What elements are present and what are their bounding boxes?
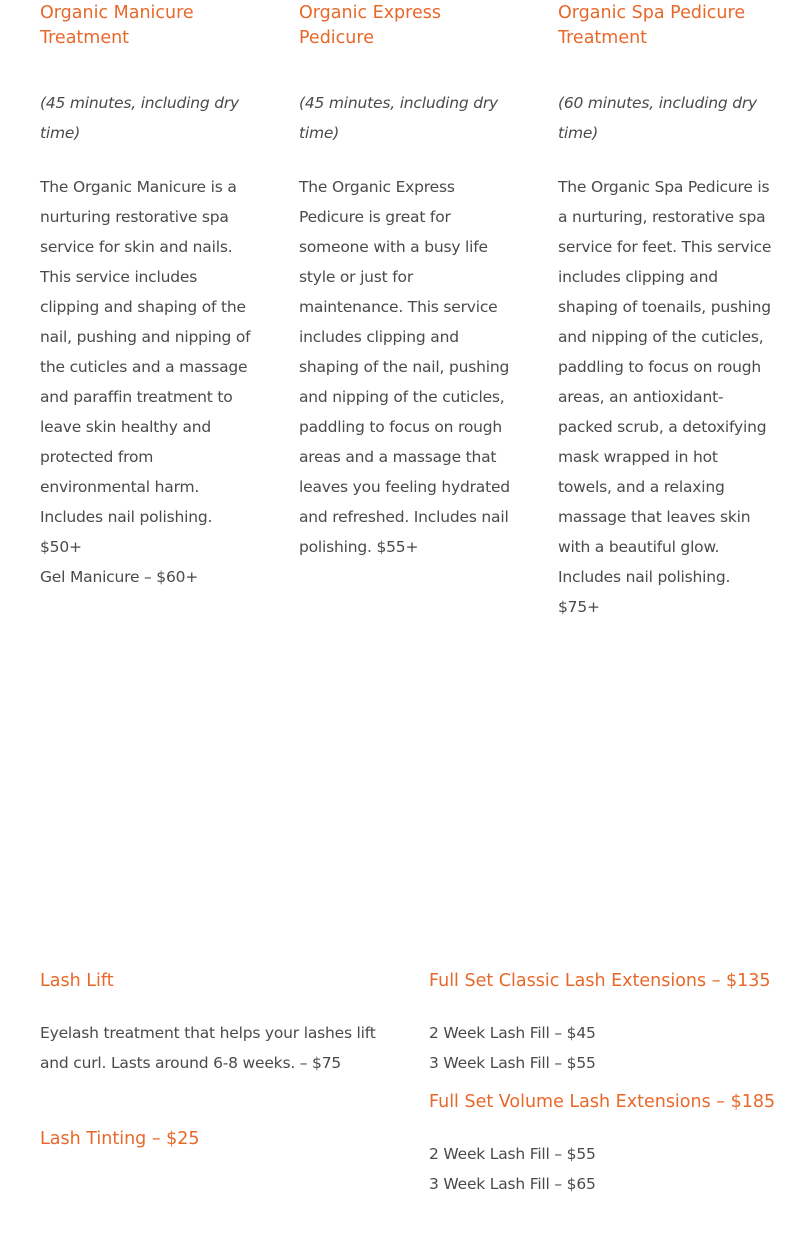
lash-lift-section <box>40 966 390 1154</box>
service-description <box>40 172 255 592</box>
service-description <box>558 172 773 622</box>
service-description <box>299 172 514 562</box>
volume-fill-list <box>429 1139 789 1199</box>
lash-lift-title: Lash Lift <box>40 971 114 991</box>
service-title: Organic Manicure Treatment <box>40 3 194 48</box>
list-item: 2 Week Lash Fill – $55 <box>429 1145 596 1163</box>
service-express-pedicure <box>299 0 514 562</box>
service-description-text: The Organic Express Pedicure is great for someone with a busy life style or just for maintenance. This service includes clipping and shaping of the nail, pushing and nipping of the cuticles, paddling to focus on rough areas and a massage that leaves you feeling hydrated and refreshed. Includes nail polishing. $55+ <box>299 178 510 556</box>
service-title: Organic Express Pedicure <box>299 3 441 48</box>
list-item: 3 Week Lash Fill – $65 <box>429 1175 596 1193</box>
service-duration: (60 minutes, including dry time) <box>558 94 757 142</box>
lash-extensions-section <box>429 966 789 1199</box>
service-description-text: The Organic Manicure is a nurturing restorative spa service for skin and nails. This service includes clipping and shaping of the nail, pushing and nipping of the cuticles and a massage and paraffin treatment to leave skin healthy and protected from environmental harm. Includes nail polishing. $50+ <box>40 178 251 556</box>
lash-tinting-title: Lash Tinting – $25 <box>40 1129 200 1149</box>
classic-lash-title: Full Set Classic Lash Extensions – $135 <box>429 971 771 991</box>
lash-lift-description: Eyelash treatment that helps your lashes lift and curl. Lasts around 6-8 weeks. – $75 <box>40 1024 376 1072</box>
service-extra-price: Gel Manicure – $60+ <box>40 568 199 586</box>
list-item: 3 Week Lash Fill – $55 <box>429 1054 596 1072</box>
service-duration: (45 minutes, including dry time) <box>40 94 239 142</box>
service-manicure <box>40 0 255 592</box>
service-spa-pedicure <box>558 0 773 622</box>
list-item: 2 Week Lash Fill – $45 <box>429 1024 596 1042</box>
volume-lash-title: Full Set Volume Lash Extensions – $185 <box>429 1092 776 1112</box>
service-title: Organic Spa Pedicure Treatment <box>558 3 746 48</box>
service-description-text: The Organic Spa Pedicure is a nurturing, restorative spa service for feet. This service includes clipping and shaping of toenails, pushing and nipping of the cuticles, paddling to focus on rough areas, an antioxidant-packed scrub, a detoxifying mask wrapped in hot towels, and a relaxing massage that leaves skin with a beautiful glow. Includes nail polishing. $75+ <box>558 178 772 616</box>
service-duration: (45 minutes, including dry time) <box>299 94 498 142</box>
classic-fill-list <box>429 1018 789 1078</box>
